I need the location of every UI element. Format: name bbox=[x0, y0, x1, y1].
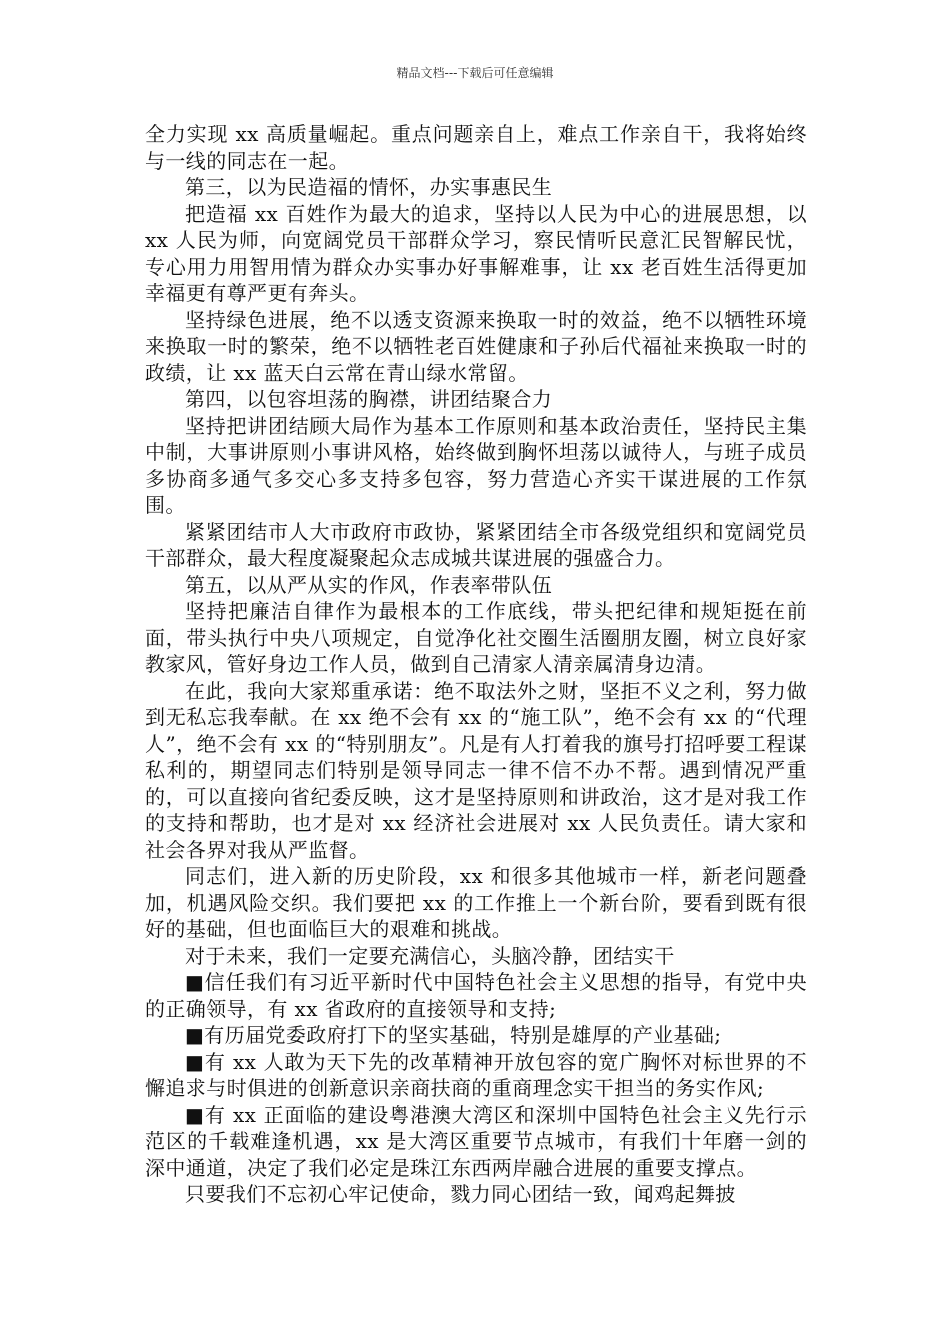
section-heading-5: 第五，以从严从实的作风，作表率带队伍 bbox=[185, 572, 553, 597]
bullet-item: ■信任我们有习近平新时代中国特色社会主义思想的指导，有党中央的正确领导，有 xx 省政府的直接领导和支持; bbox=[145, 970, 807, 1021]
paragraph: 对于未来，我们一定要充满信心，头脑冷静，团结实干 bbox=[185, 943, 675, 968]
section-heading-4: 第四，以包容坦荡的胸襟，讲团结聚合力 bbox=[185, 387, 553, 411]
paragraph: 把造福 xx 百姓作为最大的追求，坚持以人民为中心的进展思想，以 xx 人民为师，向宽阔党员干部群众学习，察民情听民意汇民智解民忧，专心用力用智用情为群众办实事办好事解难事，让 xx 老百姓生活得更加幸福更有尊严更有奔头。 bbox=[145, 201, 807, 305]
paragraph: 紧紧团结市人大市政府市政协，紧紧团结全市各级党组织和宽阔党员干部群众，最大程度凝聚起众志成城共谋进展的强盛合力。 bbox=[145, 519, 807, 570]
paragraph: 全力实现 xx 高质量崛起。重点问题亲自上，难点工作亲自干，我将始终与一线的同志在一起。 bbox=[145, 122, 807, 173]
paragraph: 同志们，进入新的历史阶段，xx 和很多其他城市一样，新老问题叠加，机遇风险交织。我们要把 xx 的工作推上一个新台阶，要看到既有很好的基础，但也面临巨大的艰难和挑战。 bbox=[145, 864, 807, 941]
paragraph: 在此，我向大家郑重承诺：绝不取法外之财，坚拒不义之利，努力做到无私忘我奉献。在 xx 绝不会有 xx 的“施工队”，绝不会有 xx 的“代理人”，绝不会有 xx 的“特别朋友”。凡是有人打着我的旗号打招呼要工程谋私利的，期望同志们特别是领导同志一律不信不办不帮。遇到情况严重的，可以直接向省纪委反映，这才是坚持原则和讲政治，这才是对我工作的支持和帮助，也才是对 xx 经济社会进展对 xx 人民负责任。请大家和社会各界对我从严监督。 bbox=[145, 678, 807, 862]
document-body bbox=[145, 121, 807, 1208]
bullet-item: ■有 xx 人敢为天下先的改革精神开放包容的宽广胸怀对标世界的不懈追求与时俱进的创新意识亲商扶商的重商理念实干担当的务实作风; bbox=[145, 1049, 807, 1100]
paragraph: 坚持把讲团结顾大局作为基本工作原则和基本政治责任，坚持民主集中制，大事讲原则小事讲风格，始终做到胸怀坦荡以诚待人，与班子成员多协商多通气多交心多支持多包容，努力营造心齐实干谋进展的工作氛围。 bbox=[145, 413, 807, 517]
page-header: 精品文档---下载后可任意编辑 bbox=[396, 66, 554, 80]
paragraph: 坚持把廉洁自律作为最根本的工作底线，带头把纪律和规矩挺在前面，带头执行中央八项规定，自觉净化社交圈生活圈朋友圈，树立良好家教家风，管好身边工作人员，做到自己清家人清亲属清身边清。 bbox=[145, 599, 807, 676]
paragraph: 只要我们不忘初心牢记使命，戮力同心团结一致，闻鸡起舞披 bbox=[185, 1182, 736, 1206]
bullet-item: ■有历届党委政府打下的坚实基础，特别是雄厚的产业基础; bbox=[185, 1023, 722, 1047]
paragraph: 坚持绿色进展，绝不以透支资源来换取一时的效益，绝不以牺牲环境来换取一时的繁荣，绝不以牺牲老百姓健康和子孙后代福祉来换取一时的政绩，让 xx 蓝天白云常在青山绿水常留。 bbox=[145, 307, 807, 385]
bullet-item: ■有 xx 正面临的建设粤港澳大湾区和深圳中国特色社会主义先行示范区的千载难逢机遇，xx 是大湾区重要节点城市，有我们十年磨一剑的深中通道，决定了我们必定是珠江东西两岸融合进展的重要支撑点。 bbox=[145, 1102, 807, 1180]
section-heading-3: 第三，以为民造福的情怀，办实事惠民生 bbox=[185, 175, 553, 199]
